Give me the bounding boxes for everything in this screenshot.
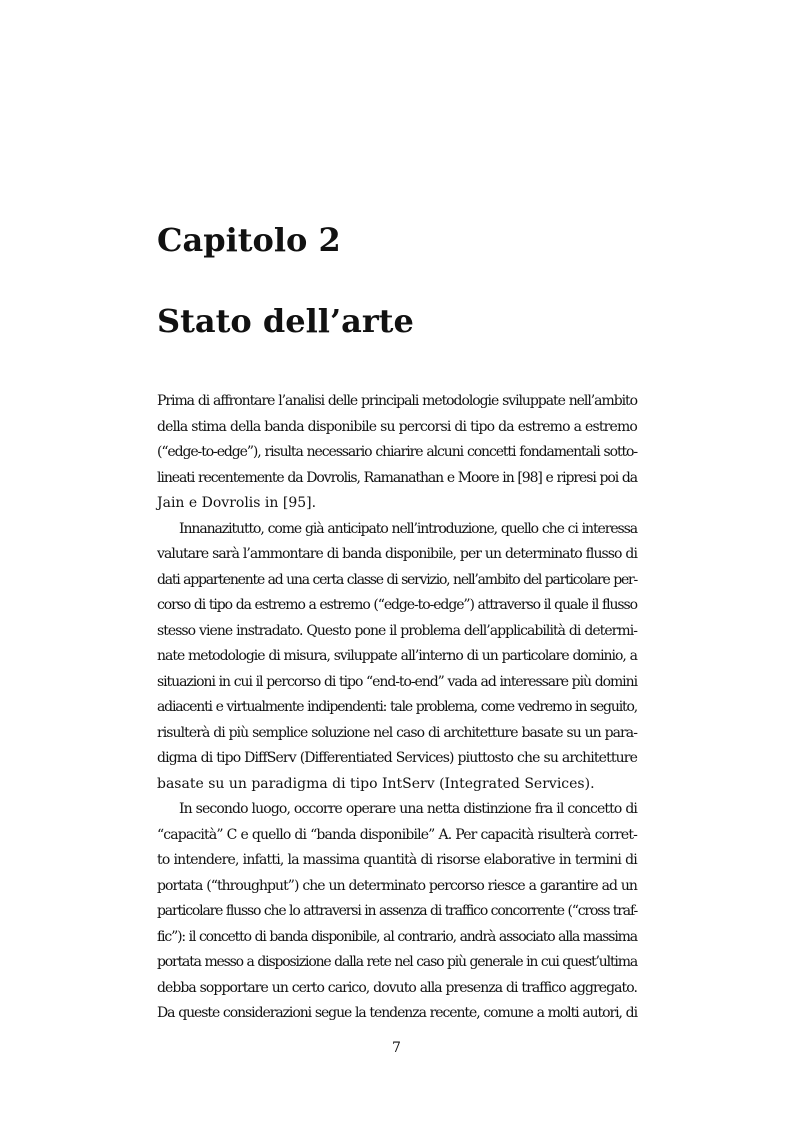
chapter-label: Capitolo 2 — [157, 221, 341, 259]
text-line: dati appartenente ad una certa classe di servizio, nell’ambito del particolare per- — [157, 571, 637, 588]
text-line: (“edge-to-edge”), risulta necessario chiarire alcuni concetti fondamentali sotto- — [157, 444, 637, 460]
text-line: Jain e Dovrolis in [95]. — [157, 495, 317, 511]
text-line: Da queste considerazioni segue la tendenza recente, comune a molti autori, di — [157, 1005, 637, 1021]
text-line: to intendere, infatti, la massima quantità di risorse elaborative in termini di — [157, 852, 637, 868]
text-line: particolare flusso che lo attraversi in assenza di traffico concorrente (“cross traf- — [157, 903, 637, 919]
page-number: 7 — [392, 1040, 401, 1056]
text-line: valutare sarà l’ammontare di banda disponibile, per un determinato flusso di — [157, 546, 637, 562]
text-line: nate metodologie di misura, sviluppate all’interno di un particolare dominio, a — [157, 648, 637, 664]
body-text — [157, 389, 637, 1027]
text-line: digma di tipo DiffServ (Differentiated Services) piuttosto che su architetture — [157, 750, 637, 766]
text-line: debba sopportare un certo carico, dovuto alla presenza di traffico aggregato. — [157, 979, 637, 996]
text-line: della stima della banda disponibile su percorsi di tipo da estremo a estremo — [157, 418, 637, 435]
text-line: adiacenti e virtualmente indipendenti: tale problema, come vedremo in seguito, — [157, 699, 637, 715]
text-line: situazioni in cui il percorso di tipo “end-to-end” vada ad interessare più domini — [157, 673, 637, 690]
text-line: corso di tipo da estremo a estremo (“edge-to-edge”) attraverso il quale il flusso — [157, 597, 637, 613]
text-line: Innanazitutto, come già anticipato nell’introduzione, quello che ci interessa — [179, 520, 637, 537]
text-line: stesso viene instradato. Questo pone il problema dell’applicabilità di determi- — [157, 622, 637, 639]
text-line: basate su un paradigma di tipo IntServ (Integrated Services). — [157, 775, 595, 792]
text-line: Prima di affrontare l’analisi delle principali metodologie sviluppate nell’ambito — [157, 393, 637, 409]
text-line: In secondo luogo, occorre operare una netta distinzione fra il concetto di — [179, 801, 637, 817]
text-line: “capacità” C e quello di “banda disponibile” A. Per capacità risulterà corret- — [157, 826, 637, 843]
text-line: risulterà di più semplice soluzione nel caso di architetture basate su un para- — [157, 724, 637, 741]
text-line: portata (“throughput”) che un determinato percorso riesce a garantire ad un — [157, 877, 637, 894]
text-line: fic”): il concetto di banda disponibile, al contrario, andrà associato alla massima — [157, 928, 637, 945]
text-line: lineati recentemente da Dovrolis, Ramanathan e Moore in [98] e ripresi poi da — [157, 469, 637, 486]
text-line: portata messo a disposizione dalla rete nel caso più generale in cui quest’ultima — [157, 954, 637, 970]
chapter-title: Stato dell’arte — [157, 302, 414, 340]
